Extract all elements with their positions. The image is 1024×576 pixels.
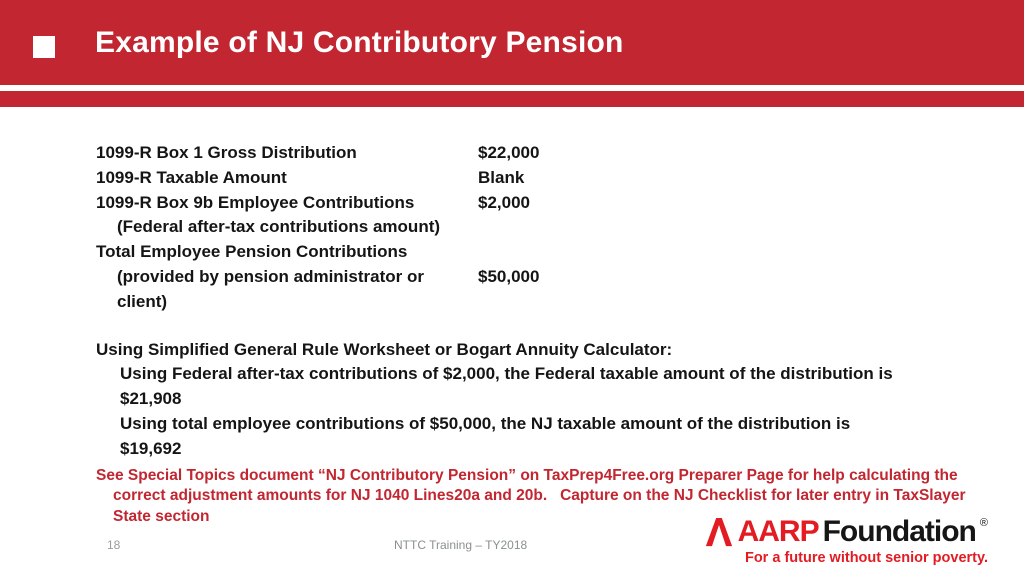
fact-label: (provided by pension administrator or client) [117, 266, 424, 311]
calc-line: Using total employee contributions of $50,000, the NJ taxable amount of the distribution is [120, 413, 851, 433]
fact-label: 1099-R Taxable Amount [96, 167, 287, 187]
aarp-foundation-logo [704, 515, 988, 566]
note-line: correct adjustment amounts for NJ 1040 Lines20a and 20b. Capture on the NJ Checklist for later entry in TaxSlayer [113, 487, 966, 505]
note-line: State section [113, 507, 210, 525]
fact-row [96, 265, 994, 315]
fact-label: 1099-R Box 9b Employee Contributions [96, 192, 415, 212]
calc-line: $19,692 [120, 438, 182, 458]
fact-value: $22,000 [478, 143, 540, 162]
aarp-mark-icon [704, 516, 734, 548]
title-bar-accent [0, 91, 1024, 107]
logo-row [704, 515, 988, 549]
fact-value: Blank [478, 167, 525, 187]
fact-row [96, 215, 994, 240]
bullet-square-icon [33, 36, 55, 58]
logo-tagline: For a future without senior poverty. [744, 550, 988, 566]
fact-row [96, 240, 994, 265]
title-bar [0, 0, 1024, 85]
slide-title: Example of NJ Contributory Pension [95, 25, 624, 59]
footer-text: NTTC Training – TY2018 [394, 538, 528, 552]
fact-row [96, 166, 994, 191]
logo-aarp-text: AARP [737, 515, 819, 548]
slide-body [96, 141, 994, 527]
fact-label: 1099-R Box 1 Gross Distribution [96, 143, 357, 162]
fact-value: $2,000 [478, 192, 530, 212]
logo-foundation-text: Foundation [822, 515, 976, 548]
fact-label: (Federal after-tax contributions amount) [117, 217, 441, 237]
fact-row [96, 191, 994, 216]
calc-line: $21,908 [120, 389, 182, 409]
fact-label: Total Employee Pension Contributions [96, 242, 408, 262]
fact-row [96, 141, 994, 166]
note-line: See Special Topics document “NJ Contributory Pension” on TaxPrep4Free.org Preparer Page for help calculating the [96, 466, 958, 484]
calc-line: Using Federal after-tax contributions of $2,000, the Federal taxable amount of the distribution is [120, 364, 893, 384]
calc-heading: Using Simplified General Rule Worksheet or Bogart Annuity Calculator: [96, 339, 673, 359]
fact-value: $50,000 [478, 266, 540, 286]
registered-mark: ® [979, 517, 988, 529]
page-number: 18 [107, 538, 121, 552]
